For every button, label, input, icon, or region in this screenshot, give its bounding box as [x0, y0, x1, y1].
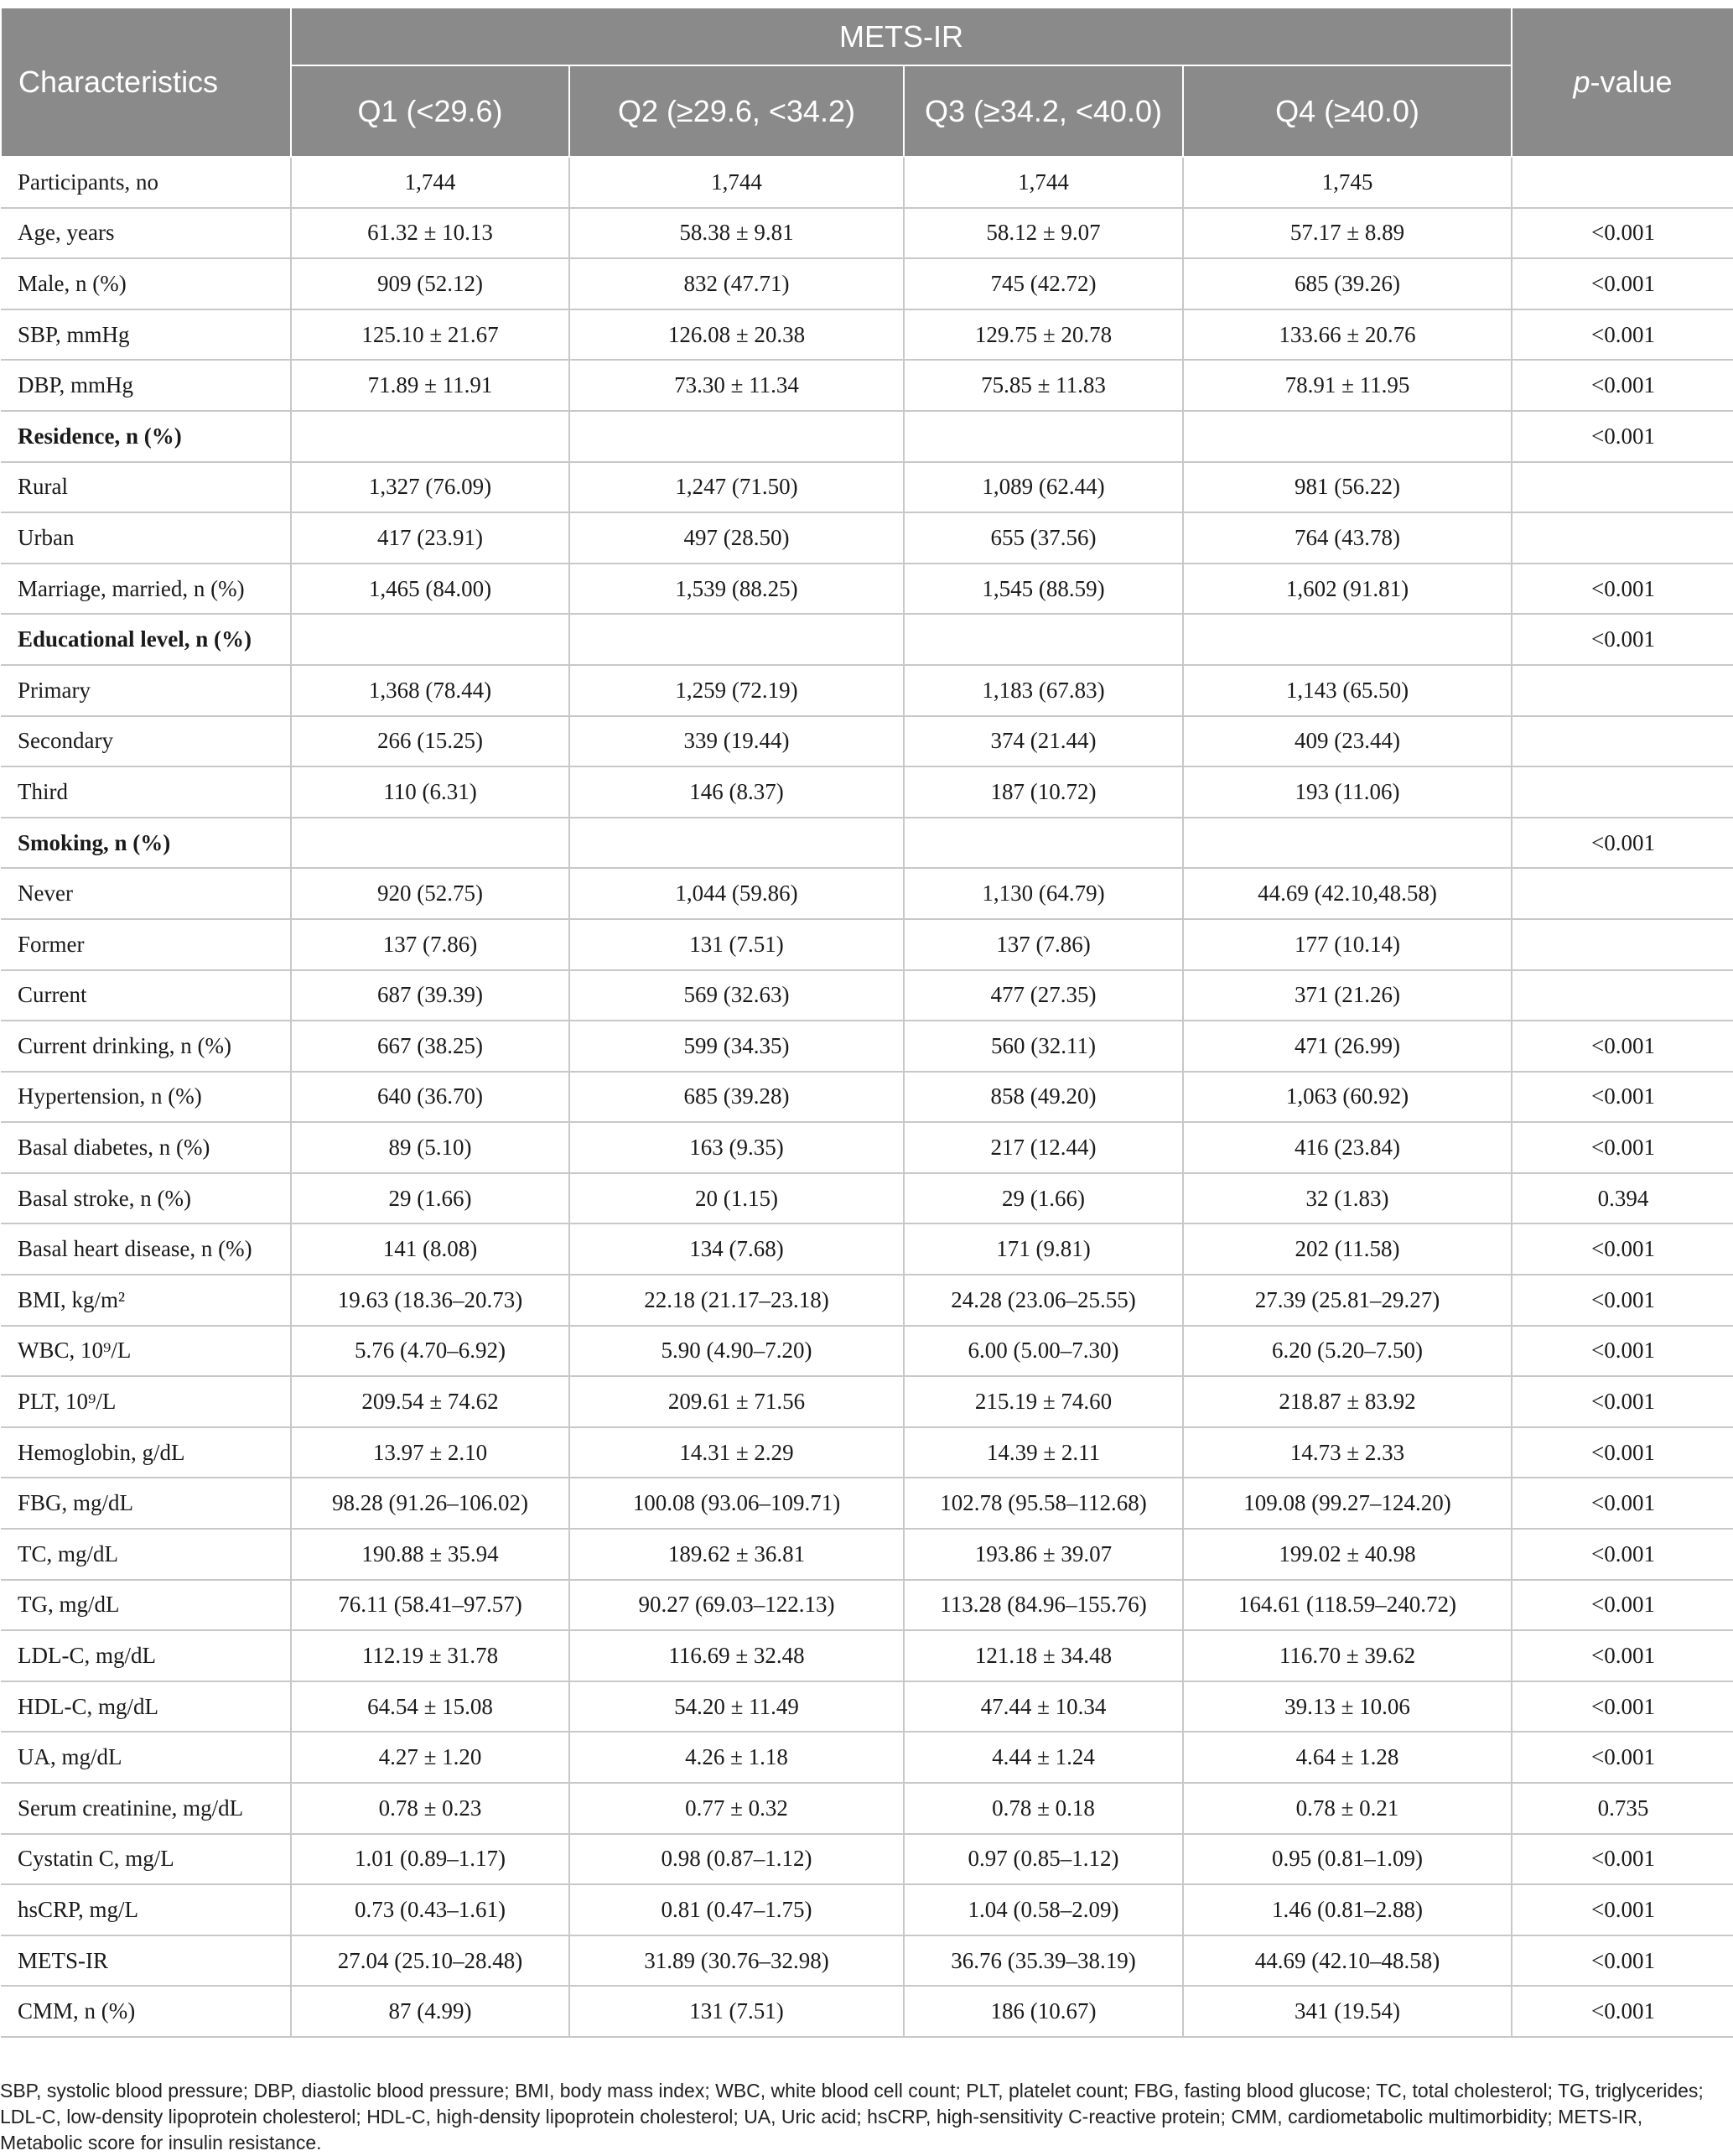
row-label: BMI, kg/m² [1, 1275, 291, 1326]
cell-q4 [1183, 411, 1512, 462]
cell-q1: 1,368 (78.44) [291, 665, 569, 716]
table-row [1, 1223, 1733, 1275]
cell-q2: 569 (32.63) [569, 970, 904, 1021]
table-row [1, 411, 1733, 462]
cell-q4: 177 (10.14) [1183, 919, 1512, 970]
cell-q1: 1,327 (76.09) [291, 462, 569, 513]
row-label: HDL-C, mg/dL [1, 1681, 291, 1733]
cell-q1: 76.11 (58.41–97.57) [291, 1580, 569, 1631]
cell-p-value [1512, 512, 1733, 564]
header-q4: Q4 (≥40.0) [1183, 65, 1512, 157]
cell-q2: 73.30 ± 11.34 [569, 360, 904, 411]
cell-q2: 134 (7.68) [569, 1223, 904, 1275]
table-row [1, 868, 1733, 919]
table-row [1, 1427, 1733, 1478]
row-label: Secondary [1, 716, 291, 767]
cell-p-value: <0.001 [1512, 1935, 1733, 1987]
row-label: Male, n (%) [1, 258, 291, 309]
cell-q4: 1,602 (91.81) [1183, 564, 1512, 615]
cell-p-value: <0.001 [1512, 1021, 1733, 1072]
cell-q4: 133.66 ± 20.76 [1183, 309, 1512, 361]
cell-q2: 146 (8.37) [569, 766, 904, 818]
cell-q3 [904, 614, 1183, 665]
cell-q2: 1,044 (59.86) [569, 868, 904, 919]
cell-q3 [904, 818, 1183, 869]
cell-q1: 89 (5.10) [291, 1122, 569, 1173]
cell-p-value: <0.001 [1512, 1732, 1733, 1783]
row-label: Current [1, 970, 291, 1021]
table-row [1, 818, 1733, 869]
table-row [1, 919, 1733, 970]
table-row [1, 1122, 1733, 1173]
table-row [1, 1326, 1733, 1377]
cell-q2: 599 (34.35) [569, 1021, 904, 1072]
cell-q3: 1,089 (62.44) [904, 462, 1183, 513]
cell-p-value [1512, 665, 1733, 716]
cell-p-value: <0.001 [1512, 360, 1733, 411]
row-label: Age, years [1, 208, 291, 259]
cell-p-value: <0.001 [1512, 564, 1733, 615]
cell-q3: 137 (7.86) [904, 919, 1183, 970]
cell-q3: 36.76 (35.39–38.19) [904, 1935, 1183, 1987]
cell-q4: 416 (23.84) [1183, 1122, 1512, 1173]
cell-q3: 121.18 ± 34.48 [904, 1630, 1183, 1681]
cell-q3: 171 (9.81) [904, 1223, 1183, 1275]
cell-q1: 71.89 ± 11.91 [291, 360, 569, 411]
cell-q3: 75.85 ± 11.83 [904, 360, 1183, 411]
row-label: Urban [1, 512, 291, 564]
cell-q3: 1.04 (0.58–2.09) [904, 1884, 1183, 1935]
cell-q2 [569, 818, 904, 869]
cell-p-value [1512, 868, 1733, 919]
cell-q4 [1183, 614, 1512, 665]
header-p-rest: -value [1590, 65, 1673, 100]
table-row [1, 766, 1733, 818]
cell-q3: 217 (12.44) [904, 1122, 1183, 1173]
cell-q1: 64.54 ± 15.08 [291, 1681, 569, 1733]
cell-q1: 0.73 (0.43–1.61) [291, 1884, 569, 1935]
cell-p-value: <0.001 [1512, 1834, 1733, 1885]
row-label: TG, mg/dL [1, 1580, 291, 1631]
row-label: CMM, n (%) [1, 1986, 291, 2037]
cell-p-value [1512, 462, 1733, 513]
cell-q4: 202 (11.58) [1183, 1223, 1512, 1275]
cell-q4: 32 (1.83) [1183, 1173, 1512, 1224]
cell-q4: 199.02 ± 40.98 [1183, 1529, 1512, 1580]
cell-q2: 100.08 (93.06–109.71) [569, 1478, 904, 1529]
cell-q4: 341 (19.54) [1183, 1986, 1512, 2037]
table-row [1, 1072, 1733, 1123]
cell-q4: 1.46 (0.81–2.88) [1183, 1884, 1512, 1935]
cell-q1: 110 (6.31) [291, 766, 569, 818]
cell-q2: 126.08 ± 20.38 [569, 309, 904, 361]
baseline-characteristics-table-wrapper [0, 7, 1733, 2038]
table-row [1, 1630, 1733, 1681]
row-label: WBC, 10⁹/L [1, 1326, 291, 1377]
cell-q2: 163 (9.35) [569, 1122, 904, 1173]
cell-q2: 131 (7.51) [569, 1986, 904, 2037]
cell-p-value [1512, 970, 1733, 1021]
cell-q4: 409 (23.44) [1183, 716, 1512, 767]
cell-p-value: <0.001 [1512, 1630, 1733, 1681]
cell-p-value: <0.001 [1512, 1122, 1733, 1173]
row-label: Educational level, n (%) [1, 614, 291, 665]
cell-q2 [569, 411, 904, 462]
table-row [1, 512, 1733, 564]
cell-q3: 374 (21.44) [904, 716, 1183, 767]
cell-q3: 58.12 ± 9.07 [904, 208, 1183, 259]
cell-q3: 477 (27.35) [904, 970, 1183, 1021]
cell-q4 [1183, 818, 1512, 869]
cell-q4: 4.64 ± 1.28 [1183, 1732, 1512, 1783]
header-q2: Q2 (≥29.6, <34.2) [569, 65, 904, 157]
cell-q4: 0.78 ± 0.21 [1183, 1783, 1512, 1834]
cell-q3: 745 (42.72) [904, 258, 1183, 309]
cell-q1: 1,465 (84.00) [291, 564, 569, 615]
row-label: LDL-C, mg/dL [1, 1630, 291, 1681]
cell-q4: 471 (26.99) [1183, 1021, 1512, 1072]
cell-q1: 137 (7.86) [291, 919, 569, 970]
row-label: Basal diabetes, n (%) [1, 1122, 291, 1173]
row-label: Former [1, 919, 291, 970]
row-label: Cystatin C, mg/L [1, 1834, 291, 1885]
cell-q3: 655 (37.56) [904, 512, 1183, 564]
cell-q4: 27.39 (25.81–29.27) [1183, 1275, 1512, 1326]
row-label: DBP, mmHg [1, 360, 291, 411]
cell-q4: 78.91 ± 11.95 [1183, 360, 1512, 411]
table-header [1, 8, 1733, 157]
table-row [1, 1580, 1733, 1631]
cell-p-value: <0.001 [1512, 1223, 1733, 1275]
cell-q4: 44.69 (42.10,48.58) [1183, 868, 1512, 919]
row-label: Rural [1, 462, 291, 513]
cell-p-value [1512, 157, 1733, 208]
cell-q1: 4.27 ± 1.20 [291, 1732, 569, 1783]
cell-q4: 685 (39.26) [1183, 258, 1512, 309]
cell-q1: 667 (38.25) [291, 1021, 569, 1072]
cell-p-value: <0.001 [1512, 818, 1733, 869]
cell-q1: 920 (52.75) [291, 868, 569, 919]
cell-q3: 858 (49.20) [904, 1072, 1183, 1123]
cell-p-value: <0.001 [1512, 1986, 1733, 2037]
cell-q1: 5.76 (4.70–6.92) [291, 1326, 569, 1377]
cell-q1 [291, 614, 569, 665]
cell-q4: 371 (21.26) [1183, 970, 1512, 1021]
table-row [1, 1173, 1733, 1224]
cell-q1: 0.78 ± 0.23 [291, 1783, 569, 1834]
cell-q1: 87 (4.99) [291, 1986, 569, 2037]
cell-q1: 640 (36.70) [291, 1072, 569, 1123]
row-label: Basal heart disease, n (%) [1, 1223, 291, 1275]
row-label: Never [1, 868, 291, 919]
table-row [1, 716, 1733, 767]
cell-q2: 209.61 ± 71.56 [569, 1376, 904, 1427]
cell-q3: 560 (32.11) [904, 1021, 1183, 1072]
cell-q2: 131 (7.51) [569, 919, 904, 970]
cell-q1 [291, 411, 569, 462]
cell-p-value [1512, 919, 1733, 970]
cell-q1: 19.63 (18.36–20.73) [291, 1275, 569, 1326]
cell-q4: 116.70 ± 39.62 [1183, 1630, 1512, 1681]
cell-q3: 24.28 (23.06–25.55) [904, 1275, 1183, 1326]
cell-q1: 266 (15.25) [291, 716, 569, 767]
cell-p-value: <0.001 [1512, 1681, 1733, 1733]
cell-q4: 164.61 (118.59–240.72) [1183, 1580, 1512, 1631]
row-label: Primary [1, 665, 291, 716]
row-label: Hemoglobin, g/dL [1, 1427, 291, 1478]
table-row [1, 1783, 1733, 1834]
row-label: TC, mg/dL [1, 1529, 291, 1580]
row-label: hsCRP, mg/L [1, 1884, 291, 1935]
cell-q3: 193.86 ± 39.07 [904, 1529, 1183, 1580]
cell-p-value: <0.001 [1512, 208, 1733, 259]
cell-p-value: <0.001 [1512, 1529, 1733, 1580]
cell-q1: 125.10 ± 21.67 [291, 309, 569, 361]
cell-q2: 0.77 ± 0.32 [569, 1783, 904, 1834]
cell-q2: 0.81 (0.47–1.75) [569, 1884, 904, 1935]
cell-q4: 1,143 (65.50) [1183, 665, 1512, 716]
header-mets-ir-group: METS-IR [291, 8, 1512, 65]
table-row [1, 1275, 1733, 1326]
table-row [1, 309, 1733, 361]
cell-q3: 102.78 (95.58–112.68) [904, 1478, 1183, 1529]
cell-p-value: <0.001 [1512, 614, 1733, 665]
table-row [1, 1681, 1733, 1733]
cell-q1: 141 (8.08) [291, 1223, 569, 1275]
cell-q2: 339 (19.44) [569, 716, 904, 767]
row-label: SBP, mmHg [1, 309, 291, 361]
cell-p-value [1512, 716, 1733, 767]
cell-q3: 129.75 ± 20.78 [904, 309, 1183, 361]
cell-q1 [291, 818, 569, 869]
table-row [1, 360, 1733, 411]
row-label: Participants, no [1, 157, 291, 208]
cell-q2: 1,259 (72.19) [569, 665, 904, 716]
cell-q1: 209.54 ± 74.62 [291, 1376, 569, 1427]
cell-q2 [569, 614, 904, 665]
cell-q2: 1,247 (71.50) [569, 462, 904, 513]
table-row [1, 1732, 1733, 1783]
table-row [1, 1834, 1733, 1885]
cell-q4: 0.95 (0.81–1.09) [1183, 1834, 1512, 1885]
cell-q3: 1,744 [904, 157, 1183, 208]
cell-q1: 13.97 ± 2.10 [291, 1427, 569, 1478]
row-label: Serum creatinine, mg/dL [1, 1783, 291, 1834]
table-row [1, 614, 1733, 665]
cell-q2: 1,539 (88.25) [569, 564, 904, 615]
cell-q4: 218.87 ± 83.92 [1183, 1376, 1512, 1427]
table-row [1, 157, 1733, 208]
cell-q2: 58.38 ± 9.81 [569, 208, 904, 259]
cell-q1: 112.19 ± 31.78 [291, 1630, 569, 1681]
cell-p-value: <0.001 [1512, 1427, 1733, 1478]
row-label: UA, mg/dL [1, 1732, 291, 1783]
cell-q1: 190.88 ± 35.94 [291, 1529, 569, 1580]
row-label: PLT, 10⁹/L [1, 1376, 291, 1427]
table-row [1, 1884, 1733, 1935]
cell-q4: 193 (11.06) [1183, 766, 1512, 818]
row-label: METS-IR [1, 1935, 291, 1987]
cell-q4: 6.20 (5.20–7.50) [1183, 1326, 1512, 1377]
table-row [1, 1376, 1733, 1427]
row-label: Marriage, married, n (%) [1, 564, 291, 615]
cell-q1: 1.01 (0.89–1.17) [291, 1834, 569, 1885]
cell-q3: 0.78 ± 0.18 [904, 1783, 1183, 1834]
cell-q1: 98.28 (91.26–106.02) [291, 1478, 569, 1529]
baseline-characteristics-table [0, 7, 1733, 2038]
table-footnote: SBP, systolic blood pressure; DBP, diastolic blood pressure; BMI, body mass index; WBC, white blood cell count; PLT, platelet count; FBG, fasting blood glucose; TC, total cholesterol; TG, triglycerides; LDL-C, low-density lipoprotein cholesterol; HDL-C, high-density lipoprotein cholesterol; UA, Uric acid; hsCRP, high-sensitivity C-reactive protein; CMM, cardiometabolic multimorbidity; METS-IR, Metabolic score for insulin resistance. [0, 2080, 1704, 2153]
row-label: Residence, n (%) [1, 411, 291, 462]
table-row [1, 1529, 1733, 1580]
cell-q3: 187 (10.72) [904, 766, 1183, 818]
cell-q3: 29 (1.66) [904, 1173, 1183, 1224]
table-body [1, 157, 1733, 2037]
table-row [1, 1478, 1733, 1529]
header-p-italic: p [1573, 65, 1590, 100]
cell-q3: 1,130 (64.79) [904, 868, 1183, 919]
cell-q2: 832 (47.71) [569, 258, 904, 309]
cell-q2: 20 (1.15) [569, 1173, 904, 1224]
cell-p-value: <0.001 [1512, 1376, 1733, 1427]
cell-q4: 57.17 ± 8.89 [1183, 208, 1512, 259]
cell-p-value: <0.001 [1512, 1326, 1733, 1377]
row-label: Basal stroke, n (%) [1, 1173, 291, 1224]
cell-q4: 764 (43.78) [1183, 512, 1512, 564]
cell-p-value [1512, 766, 1733, 818]
cell-q2: 90.27 (69.03–122.13) [569, 1580, 904, 1631]
cell-q1: 417 (23.91) [291, 512, 569, 564]
header-q3: Q3 (≥34.2, <40.0) [904, 65, 1183, 157]
cell-q2: 22.18 (21.17–23.18) [569, 1275, 904, 1326]
cell-q4: 1,063 (60.92) [1183, 1072, 1512, 1123]
cell-q4: 44.69 (42.10–48.58) [1183, 1935, 1512, 1987]
cell-q2: 4.26 ± 1.18 [569, 1732, 904, 1783]
cell-q2: 685 (39.28) [569, 1072, 904, 1123]
cell-q3: 215.19 ± 74.60 [904, 1376, 1183, 1427]
cell-p-value: <0.001 [1512, 309, 1733, 361]
table-row [1, 564, 1733, 615]
cell-q2: 0.98 (0.87–1.12) [569, 1834, 904, 1885]
header-q1: Q1 (<29.6) [291, 65, 569, 157]
cell-q2: 31.89 (30.76–32.98) [569, 1935, 904, 1987]
table-row [1, 1986, 1733, 2037]
table-row [1, 1935, 1733, 1987]
cell-q1: 29 (1.66) [291, 1173, 569, 1224]
cell-p-value: <0.001 [1512, 411, 1733, 462]
cell-p-value: <0.001 [1512, 1478, 1733, 1529]
cell-q2: 54.20 ± 11.49 [569, 1681, 904, 1733]
cell-q2: 14.31 ± 2.29 [569, 1427, 904, 1478]
cell-q2: 1,744 [569, 157, 904, 208]
cell-q1: 909 (52.12) [291, 258, 569, 309]
header-p-value [1512, 8, 1733, 157]
row-label: Smoking, n (%) [1, 818, 291, 869]
cell-q2: 5.90 (4.90–7.20) [569, 1326, 904, 1377]
row-label: Third [1, 766, 291, 818]
cell-p-value: <0.001 [1512, 1580, 1733, 1631]
cell-q3 [904, 411, 1183, 462]
cell-q4: 14.73 ± 2.33 [1183, 1427, 1512, 1478]
cell-q3: 113.28 (84.96–155.76) [904, 1580, 1183, 1631]
table-row [1, 258, 1733, 309]
cell-q2: 189.62 ± 36.81 [569, 1529, 904, 1580]
cell-q3: 1,545 (88.59) [904, 564, 1183, 615]
cell-q3: 14.39 ± 2.11 [904, 1427, 1183, 1478]
cell-q3: 1,183 (67.83) [904, 665, 1183, 716]
cell-q1: 61.32 ± 10.13 [291, 208, 569, 259]
cell-q1: 687 (39.39) [291, 970, 569, 1021]
cell-p-value: <0.001 [1512, 1072, 1733, 1123]
row-label: Current drinking, n (%) [1, 1021, 291, 1072]
cell-q2: 116.69 ± 32.48 [569, 1630, 904, 1681]
row-label: Hypertension, n (%) [1, 1072, 291, 1123]
cell-q3: 4.44 ± 1.24 [904, 1732, 1183, 1783]
cell-q4: 1,745 [1183, 157, 1512, 208]
cell-q3: 47.44 ± 10.34 [904, 1681, 1183, 1733]
cell-p-value: <0.001 [1512, 258, 1733, 309]
cell-q3: 0.97 (0.85–1.12) [904, 1834, 1183, 1885]
row-label: FBG, mg/dL [1, 1478, 291, 1529]
table-row [1, 462, 1733, 513]
cell-q1: 1,744 [291, 157, 569, 208]
header-characteristics: Characteristics [1, 8, 291, 157]
cell-q2: 497 (28.50) [569, 512, 904, 564]
cell-p-value: <0.001 [1512, 1884, 1733, 1935]
table-row [1, 1021, 1733, 1072]
cell-q4: 39.13 ± 10.06 [1183, 1681, 1512, 1733]
cell-q4: 109.08 (99.27–124.20) [1183, 1478, 1512, 1529]
cell-q3: 186 (10.67) [904, 1986, 1183, 2037]
table-row [1, 970, 1733, 1021]
table-row [1, 208, 1733, 259]
cell-p-value: <0.001 [1512, 1275, 1733, 1326]
cell-p-value: 0.394 [1512, 1173, 1733, 1224]
cell-q4: 981 (56.22) [1183, 462, 1512, 513]
cell-q3: 6.00 (5.00–7.30) [904, 1326, 1183, 1377]
cell-p-value: 0.735 [1512, 1783, 1733, 1834]
cell-q1: 27.04 (25.10–28.48) [291, 1935, 569, 1987]
table-row [1, 665, 1733, 716]
